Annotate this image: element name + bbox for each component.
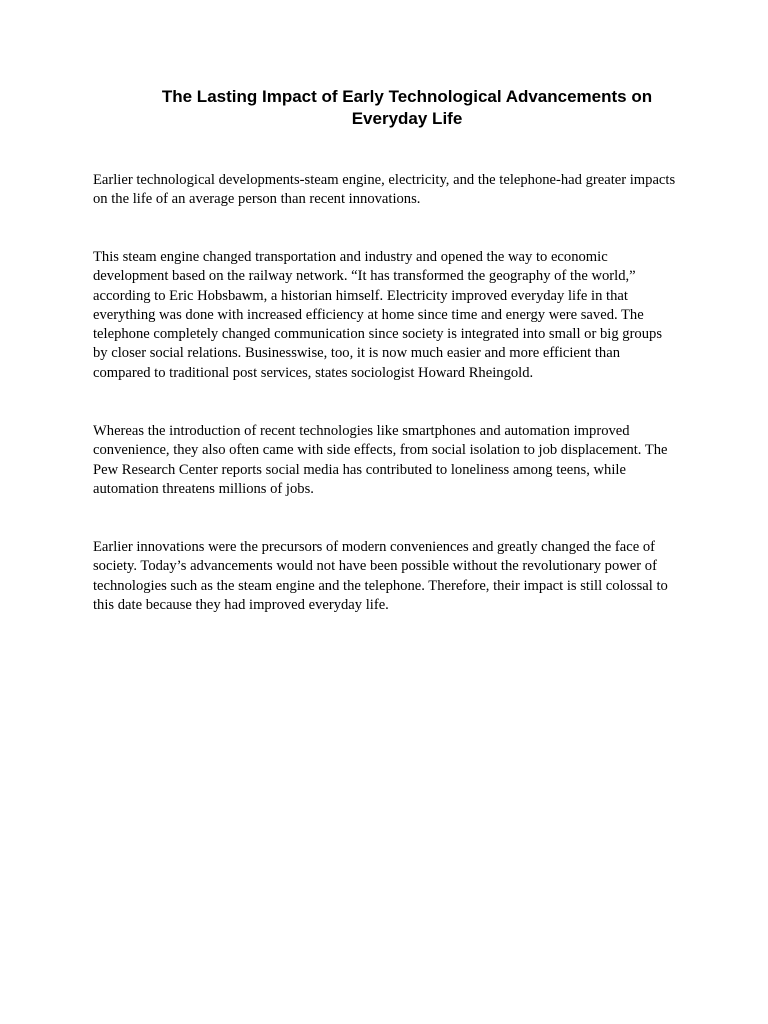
document-title: The Lasting Impact of Early Technological Advancements on Everyday Life — [161, 87, 653, 128]
paragraph-introduction: Earlier technological developments-steam engine, electricity, and the telephone-had greater impacts on the life of an average person than recent innovations. — [93, 172, 676, 208]
paragraph-recent-technologies: Whereas the introduction of recent technologies like smartphones and automation improved convenience, they also often came with side effects, from social isolation to job displacement. The Pew Research Center reports social media has contributed to loneliness among teens, while automation threatens millions of jobs. — [93, 423, 668, 497]
paragraph-early-technologies: This steam engine changed transportation and industry and opened the way to economic development based on the railway network. “It has transformed the geography of the world,” according to Eric Hobsbawm, a historian himself. Electricity improved everyday life in that everything was done with increased efficiency at home since time and energy were saved. The telephone completely changed communication since society is integrated into small or big groups by closer social relations. Businesswise, too, it is now much easier and more efficient than compared to traditional post services, states sociologist Howard Rheingold. — [93, 249, 663, 381]
paragraph-conclusion: Earlier innovations were the precursors of modern conveniences and greatly changed the face of society. Today’s advancements would not have been possible without the revolutionary power of technologies such as the steam engine and the telephone. Therefore, their impact is still colossal to this date because they had improved everyday life. — [93, 539, 668, 613]
